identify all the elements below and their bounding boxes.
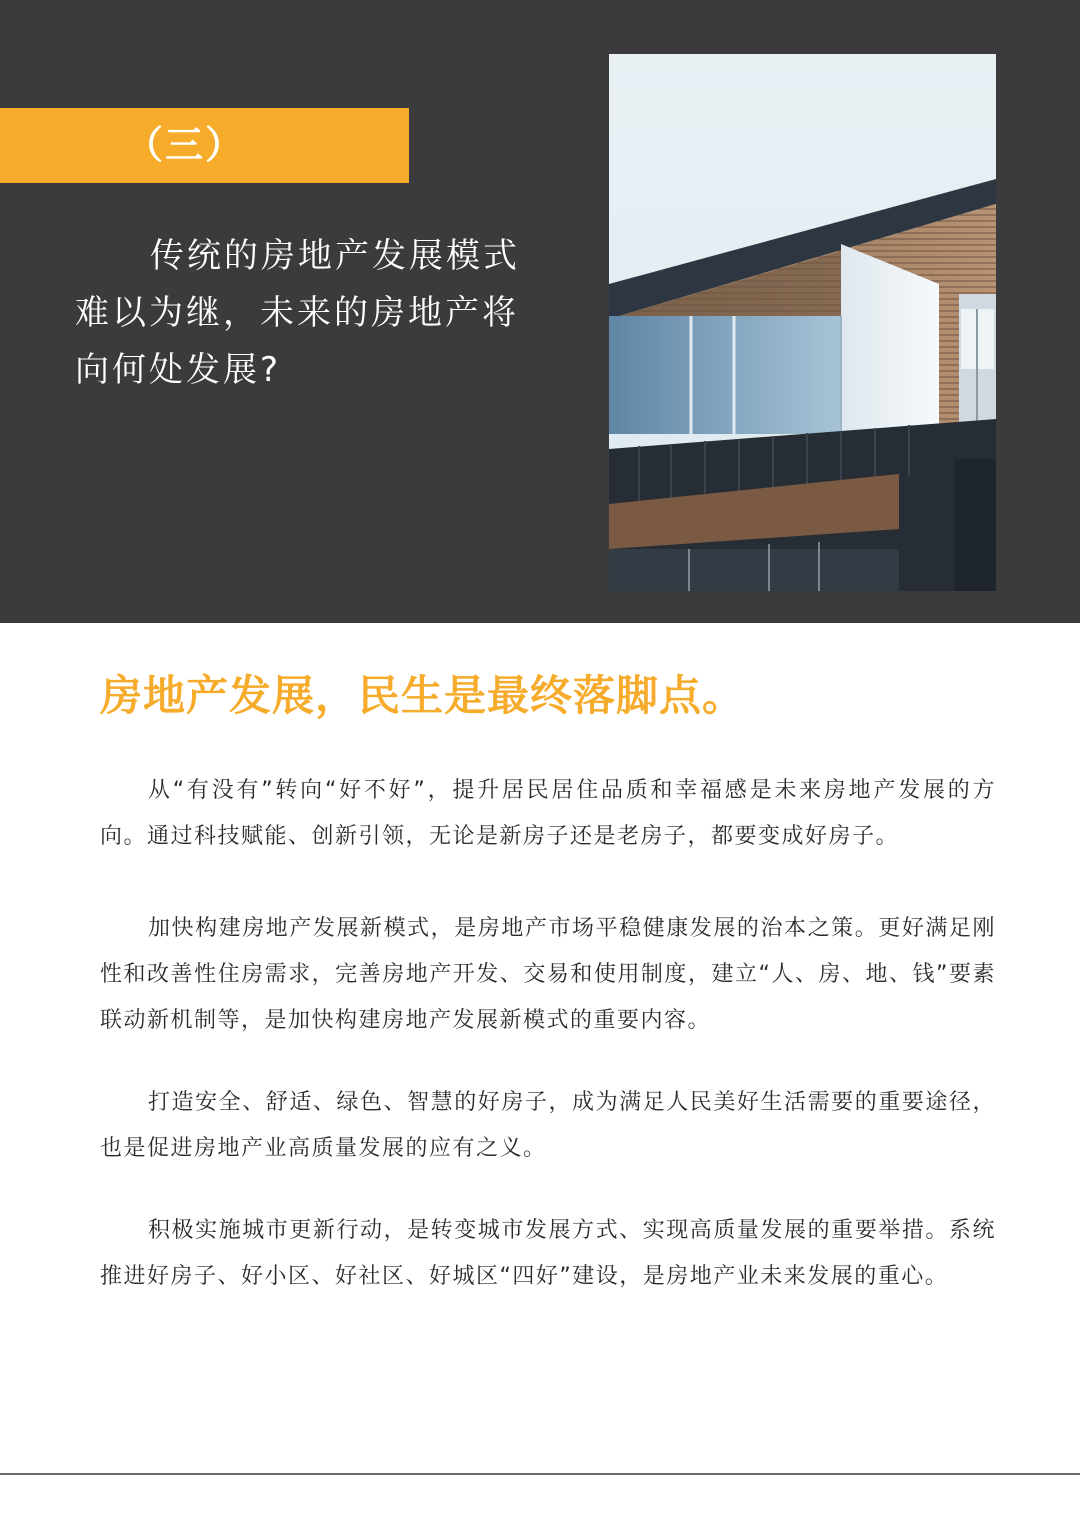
article-paragraph: 积极实施城市更新行动，是转变城市发展方式、实现高质量发展的重要举措。系统推进好房子、好小区、好社区、好城区“四好”建设，是房地产业未来发展的重心。 <box>100 1218 996 1289</box>
section-tag: （三） <box>125 123 246 167</box>
building-balcony-photo <box>609 54 996 591</box>
building-photo-illustration <box>609 54 996 591</box>
article-paragraph: 加快构建房地产发展新模式，是房地产市场平稳健康发展的治本之策。更好满足刚性和改善性住房需求，完善房地产开发、交易和使用制度，建立“人、房、地、钱”要素联动新机制等，是加快构建房地产发展新模式的重要内容。 <box>100 916 996 1033</box>
article-paragraph: 从“有没有”转向“好不好”，提升居民居住品质和幸福感是未来房地产发展的方向。通过科技赋能、创新引领，无论是新房子还是老房子，都要变成好房子。 <box>100 778 996 849</box>
hero-question-line: 难以为继，未来的房地产将 <box>75 293 519 333</box>
hero-question-line: 向何处发展? <box>75 350 282 390</box>
article-headline: 房地产发展，民生是最终落脚点。 <box>100 671 746 720</box>
hero-question <box>75 228 535 399</box>
article-paragraph: 打造安全、舒适、绿色、智慧的好房子，成为满足人民美好生活需要的重要途径，也是促进房地产业高质量发展的应有之义。 <box>100 1090 996 1161</box>
footer-divider <box>0 1473 1080 1475</box>
hero-question-line: 传统的房地产发展模式 <box>150 236 520 276</box>
